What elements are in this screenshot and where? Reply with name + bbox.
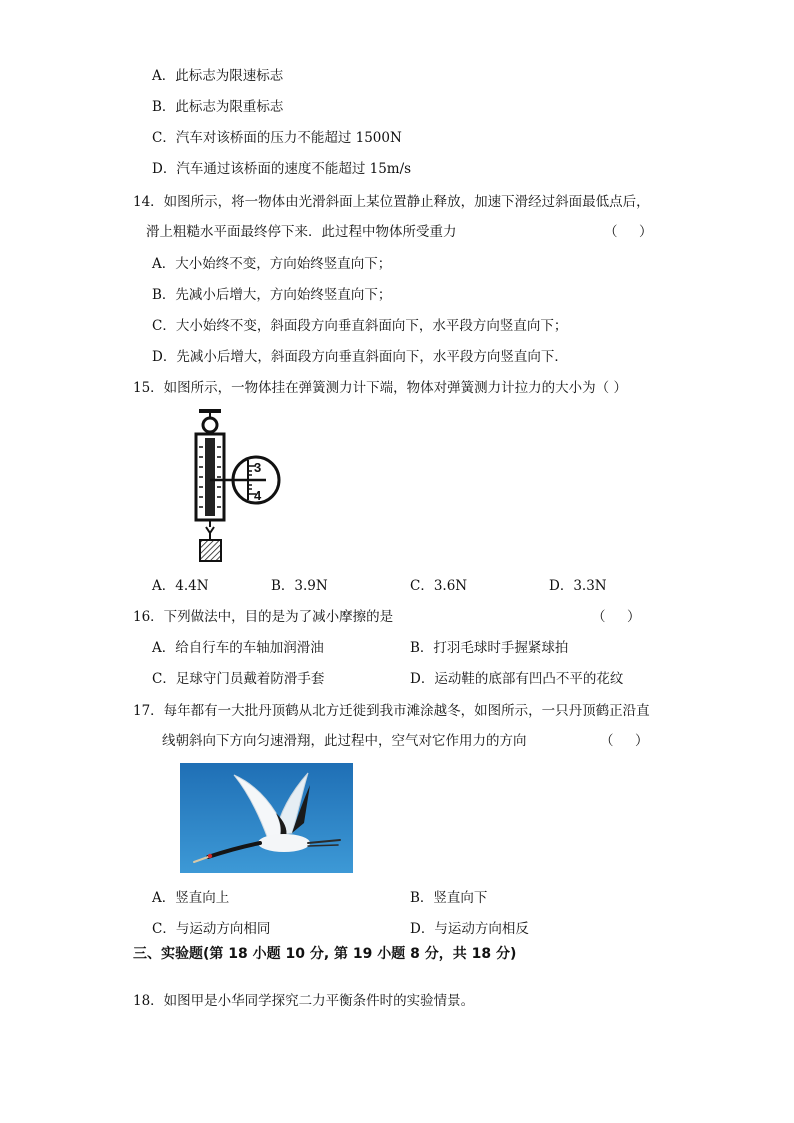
spring-scale-figure	[190, 405, 290, 567]
q17-option-c: C．与运动方向相同	[152, 921, 271, 937]
q14-option-b: B．先减小后增大，方向始终竖直向下；	[152, 287, 392, 303]
q15-option-b: B．3.9N	[271, 578, 328, 594]
q17-stem-line1: 17．每年都有一大批丹顶鹤从北方迁徙到我市滩涂越冬，如图所示，一只丹顶鹤正沿直	[133, 703, 650, 719]
q16-option-a: A．给自行车的车轴加润滑油	[152, 640, 324, 656]
q16-stem: 16．下列做法中，目的是为了减小摩擦的是	[133, 609, 394, 625]
q16-answer-paren: （ ）	[592, 609, 641, 625]
q15-option-c: C．3.6N	[410, 578, 468, 594]
q13-option-d: D．汽车通过该桥面的速度不能超过 15m/s	[152, 161, 412, 177]
q14-option-c: C．大小始终不变，斜面段方向垂直斜面向下，水平段方向竖直向下；	[152, 318, 568, 334]
q13-option-b: B．此标志为限重标志	[152, 99, 284, 115]
q15-option-a: A．4.4N	[152, 578, 209, 594]
q16-option-b: B．打羽毛球时手握紧球拍	[410, 640, 569, 656]
q18-stem: 18．如图甲是小华同学探究二力平衡条件时的实验情景。	[133, 993, 475, 1009]
q14-option-d: D．先减小后增大，斜面段方向垂直斜面向下，水平段方向竖直向下．	[152, 349, 568, 365]
hanging-weight	[200, 540, 221, 561]
q15-stem: 15．如图所示，一物体挂在弹簧测力计下端，物体对弹簧测力计拉力的大小为（ ）	[133, 380, 627, 396]
q14-answer-paren: （ ）	[604, 224, 653, 240]
q17-stem-line2: 线朝斜向下方向匀速滑翔，此过程中，空气对它作用力的方向	[162, 733, 527, 749]
q14-option-a: A．大小始终不变，方向始终竖直向下；	[152, 256, 392, 272]
q14-stem-line1: 14．如图所示，将一物体由光滑斜面上某位置静止释放，加速下滑经过斜面最低点后，	[133, 194, 650, 210]
q13-option-a: A．此标志为限速标志	[152, 68, 284, 84]
q17-option-d: D．与运动方向相反	[410, 921, 529, 937]
scale-spring	[205, 438, 215, 516]
scale-label-4: 4	[254, 488, 262, 503]
crane-red-crown	[208, 854, 212, 858]
q16-option-d: D．运动鞋的底部有凹凸不平的花纹	[410, 671, 624, 687]
section-3-heading: 三、实验题(第 18 小题 10 分, 第 19 小题 8 分，共 18 分)	[133, 946, 517, 962]
q13-option-c: C．汽车对该桥面的压力不能超过 1500N	[152, 130, 402, 146]
q16-option-c: C．足球守门员戴着防滑手套	[152, 671, 325, 687]
scale-ring	[203, 418, 217, 432]
q17-answer-paren: （ ）	[600, 733, 649, 749]
q15-option-d: D．3.3N	[549, 578, 607, 594]
crane-body	[258, 834, 310, 852]
q14-stem-line2: 滑上粗糙水平面最终停下来．此过程中物体所受重力	[146, 224, 457, 240]
q17-option-b: B．竖直向下	[410, 890, 488, 906]
scale-hook	[206, 527, 214, 533]
crane-photo	[180, 763, 353, 873]
q17-option-a: A．竖直向上	[152, 890, 230, 906]
scale-top-bar	[199, 409, 221, 413]
scale-label-3: 3	[254, 460, 262, 475]
